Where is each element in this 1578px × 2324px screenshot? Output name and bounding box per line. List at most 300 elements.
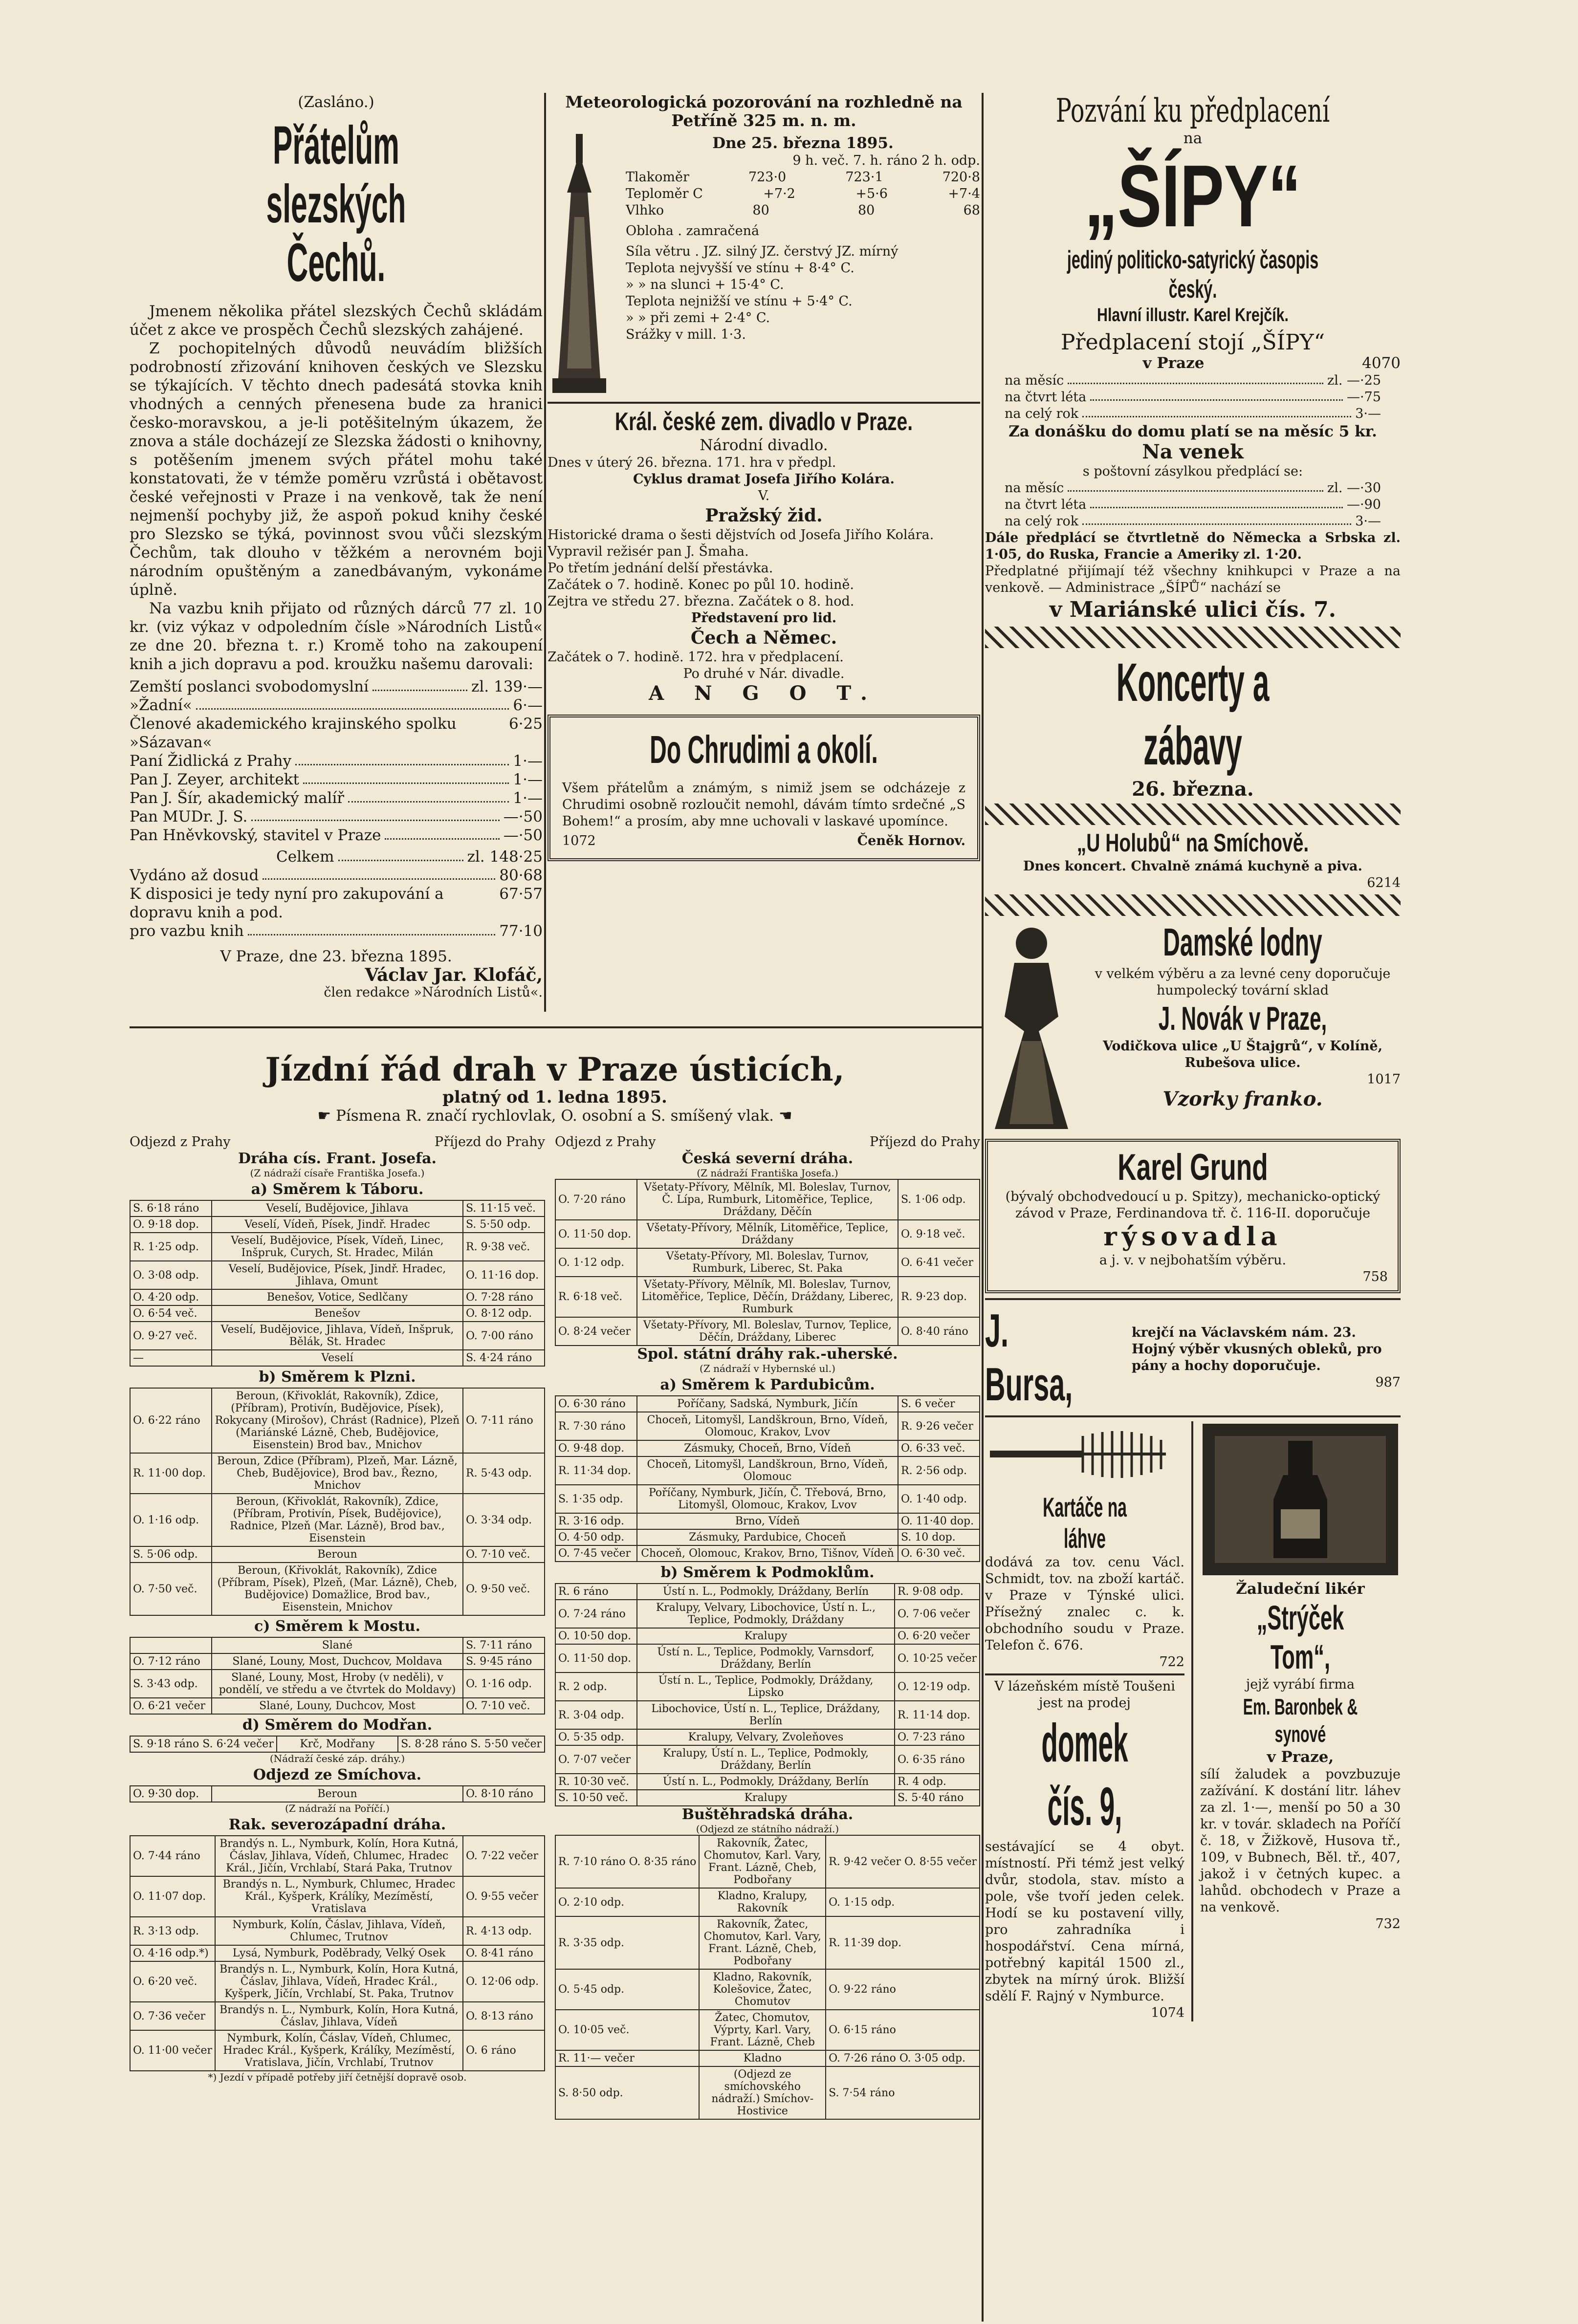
route-cell: Slané bbox=[212, 1637, 463, 1653]
column-divider bbox=[544, 93, 546, 1012]
ornament-border bbox=[985, 627, 1401, 648]
route-cell: Všetaty-Přívory, Mělník, Ml. Boleslav, Turnov, Č. Lípa, Rumburk, Litoměřice, Teplice, Dráždany, Děčín bbox=[637, 1179, 898, 1220]
route-cell: (Odjezd ze smíchovského nádraží.) Smíchov-Hostivice bbox=[699, 2066, 826, 2119]
arrive-cell: O. 11·16 dop. bbox=[463, 1261, 545, 1289]
arrive-cell: O. 7·22 večer bbox=[463, 1836, 545, 1876]
arrive-cell: O. 9·18 več. bbox=[898, 1220, 980, 1248]
route-cell: Choceň, Olomouc, Krakov, Brno, Tišnov, Vídeň bbox=[637, 1545, 898, 1562]
amount-row bbox=[1005, 389, 1381, 406]
amount-row bbox=[130, 807, 543, 826]
dot-leader bbox=[1090, 497, 1343, 508]
table-row bbox=[555, 1545, 980, 1562]
amount-value: 77·10 bbox=[499, 922, 543, 940]
route-cell: Lysá, Nymburk, Poděbrady, Velký Osek bbox=[215, 1945, 463, 1961]
depart-cell: O. 5·35 odp. bbox=[555, 1729, 637, 1745]
amount-row bbox=[1005, 513, 1381, 530]
meteo-line: » » při zemi + 2·4° C. bbox=[626, 310, 770, 326]
depart-cell: O. 7·12 ráno bbox=[130, 1653, 212, 1670]
sipy-intro: Pozvání ku předplacení bbox=[1055, 93, 1330, 130]
line-section: c) Směrem k Mostu. bbox=[254, 1618, 420, 1635]
theatre-line: Historické drama o šesti dějstvích od Josefa Jiřího Kolára. Vypravil režisér pan J. Šmaha. bbox=[548, 527, 934, 559]
depart-cell: R. 6·18 več. bbox=[555, 1277, 637, 1317]
amount-label: Pan J. Zeyer, architekt bbox=[130, 771, 299, 788]
column-divider bbox=[982, 93, 984, 2322]
arrive-cell: O. 7·00 ráno bbox=[463, 1322, 545, 1350]
lodny-title: Damské lodny bbox=[1163, 920, 1322, 964]
route-cell: Rakovník, Žatec, Chomutov, Karl. Vary, Frant. Lázně, Cheb, Podbořany bbox=[699, 1835, 826, 1888]
arrive-cell: R. 2·56 odp. bbox=[898, 1456, 980, 1485]
table-row bbox=[555, 1529, 980, 1545]
amount-row bbox=[130, 789, 543, 807]
amount-value: 1·— bbox=[513, 789, 543, 807]
dot-leader bbox=[385, 826, 499, 840]
theatre-line: Čech a Němec. bbox=[690, 628, 837, 648]
lodny-num: 1017 bbox=[1367, 1072, 1401, 1087]
amount-row bbox=[130, 696, 543, 715]
table-row bbox=[130, 1945, 545, 1961]
table-row bbox=[555, 2066, 980, 2119]
ornament-border bbox=[985, 804, 1401, 825]
route-cell: Beroun bbox=[212, 1786, 463, 1802]
route-cell: Choceň, Litomyšl, Landškroun, Brno, Vídeň, Olomouc, Krakov, Lvov bbox=[637, 1412, 898, 1440]
arrive-cell: O. 7·10 več. bbox=[463, 1546, 545, 1563]
timetable-block bbox=[130, 1388, 545, 1616]
sipy-post: s poštovní zásylkou předplácí se: bbox=[1082, 464, 1303, 479]
depart-cell: O. 6·21 večer bbox=[130, 1698, 212, 1714]
bursa-name: J. Bursa, bbox=[985, 1304, 1073, 1411]
sipy-prices2 bbox=[985, 480, 1401, 530]
route-cell: Kralupy bbox=[637, 1790, 895, 1806]
table-row bbox=[130, 1453, 545, 1494]
depart-cell: O. 7·24 ráno bbox=[555, 1600, 637, 1628]
sipy-num1: 4070 bbox=[1362, 354, 1401, 372]
timetable-legend: ☛ Písmena R. značí rychlovlak, O. osobní a S. smíšený vlak. ☚ bbox=[317, 1107, 792, 1125]
line-section: a) Směrem k Táboru. bbox=[251, 1181, 424, 1198]
amount-value: 6·— bbox=[513, 696, 543, 714]
chrudim-text: Všem přátelům a známým, s nimiž jsem se odcházeje z Chrudimi osobně rozloučit nemohl, dávám tímto srdečné „S Bohem!“ a prosím, aby mne uchovali v laskavé upomínce. bbox=[562, 781, 965, 829]
signature-role: člen redakce »Národních Listů«. bbox=[324, 985, 543, 1000]
bursa-ad bbox=[985, 1298, 1401, 1412]
table-row bbox=[130, 1350, 545, 1366]
amount-label: Paní Židlická z Prahy bbox=[130, 752, 292, 770]
article-tag: (Zasláno.) bbox=[298, 93, 374, 111]
arrive-cell: O. 10·25 večer bbox=[895, 1644, 980, 1672]
arrive-cell: O. 6 ráno bbox=[463, 2030, 545, 2071]
amount-row bbox=[130, 677, 543, 696]
route-cell: Beroun bbox=[212, 1546, 463, 1563]
table-row bbox=[130, 1876, 545, 1917]
spent-list bbox=[130, 866, 543, 940]
dot-leader bbox=[251, 807, 499, 821]
route-cell: Poříčany, Nymburk, Jičín, Č. Třebová, Brno, Litomyšl, Olomouc, Krakov, Lvov bbox=[637, 1485, 898, 1513]
table-row bbox=[555, 1396, 980, 1412]
amount-label: Pan Hněvkovský, stavitel v Praze bbox=[130, 826, 381, 844]
arrive-cell: O. 9·55 večer bbox=[463, 1876, 545, 1917]
route-cell: Kralupy, Velvary, Zvoleňoves bbox=[637, 1729, 895, 1745]
table-row bbox=[555, 1790, 980, 1806]
dot-leader bbox=[263, 866, 495, 880]
chrudim-title: Do Chrudimi a okolí. bbox=[650, 728, 878, 771]
amount-value: 1·— bbox=[513, 752, 543, 770]
lodny-name: J. Novák v Praze, bbox=[1158, 1000, 1327, 1037]
sipy-venkov: Na venek bbox=[1142, 440, 1244, 463]
article-headline: Přátelům slezských Čechů. bbox=[266, 115, 406, 293]
route-cell: Kladno, Rakovník, Kolešovice, Žatec, Chomutov bbox=[699, 1969, 826, 2010]
table-row bbox=[555, 1456, 980, 1485]
amount-label: Pan J. Šír, akademický malíř bbox=[130, 789, 345, 807]
amount-label: Členové akademického krajinského spolku »Sázavan« bbox=[130, 715, 457, 751]
arrive-cell: R. 9·42 večer O. 8·55 večer bbox=[826, 1835, 980, 1888]
depart-cell: O. 6·20 več. bbox=[130, 1961, 215, 2002]
amount-value: 1·— bbox=[513, 771, 543, 788]
depart-cell: O. 10·50 dop. bbox=[555, 1628, 637, 1644]
sipy-sub: jediný politicko-satyrický časopis český. bbox=[1067, 246, 1319, 304]
dot-leader bbox=[1082, 513, 1351, 525]
line-title: Buštěhradská dráha. bbox=[681, 1806, 854, 1823]
depart-cell: O. 10·05 več. bbox=[555, 2010, 699, 2050]
route-cell: Libochovice, Ústí n. L., Teplice, Dráždany, Berlín bbox=[637, 1701, 895, 1729]
arrive-cell: O. 6·15 ráno bbox=[826, 2010, 980, 2050]
depart-cell: R. 3·13 odp. bbox=[130, 1917, 215, 1945]
dot-leader bbox=[373, 677, 467, 691]
depart-cell: O. 2·10 odp. bbox=[555, 1888, 699, 1916]
theatre-line: Dnes v úterý 26. března. 171. hra v předpl. bbox=[548, 455, 836, 470]
table-row bbox=[555, 1729, 980, 1745]
grund-title: Karel Grund bbox=[1118, 1147, 1268, 1188]
arrive-cell: O. 9·22 ráno bbox=[826, 1969, 980, 2010]
bursa-text: krejčí na Václavském nám. 23. Hojný výběr vkusných obleků, pro pány a hochy doporučuje. bbox=[1132, 1325, 1382, 1373]
liker-num: 732 bbox=[1375, 1916, 1401, 1932]
table-row bbox=[555, 1317, 980, 1346]
sipy-vpraze: v Praze bbox=[1142, 354, 1205, 372]
amount-label: na měsíc bbox=[1005, 480, 1064, 496]
domek-text: sestávající se 4 obyt. místností. Při témž jest velký dvůr, stodola, stav. místo a pole, vše tvoří jeden celek. Hodí se ku postavení villy, pro zahradníka i hospodářství. Cena mírná, potřebný kapitál 1500 zl., zbytek na mírný úrok. Bližší sdělí F. Rajný v Nymburce. bbox=[985, 1839, 1184, 2004]
table-row bbox=[555, 1672, 980, 1701]
line-sub: (Z nádraží Františka Josefa.) bbox=[697, 1167, 838, 1179]
arrive-cell: S. 7·54 ráno bbox=[826, 2066, 980, 2119]
depart-cell: R. 7·10 ráno O. 8·35 ráno bbox=[555, 1835, 699, 1888]
depart-cell: O. 7·36 večer bbox=[130, 2002, 215, 2030]
amount-label: Pan MUDr. J. S. bbox=[130, 808, 248, 825]
lodny-addr: Vodičkova ulice „U Štajgrů“, v Kolíně, Rubešova ulice. bbox=[1103, 1039, 1382, 1070]
table-row bbox=[130, 1546, 545, 1563]
depart-cell: R. 1·25 odp. bbox=[130, 1233, 212, 1261]
amount-value: 3·— bbox=[1355, 514, 1381, 529]
table-row bbox=[130, 1736, 545, 1752]
arrive-cell: O. 1·16 odp. bbox=[463, 1670, 545, 1698]
amount-value: 67·57 bbox=[499, 885, 543, 903]
route-cell: Brno, Vídeň bbox=[637, 1513, 898, 1529]
domek-intro: V lázeňském místě Toušeni jest na prodej bbox=[994, 1679, 1175, 1711]
depart-cell: R. 3·35 odp. bbox=[555, 1916, 699, 1969]
signature: Václav Jar. Klofáč, bbox=[365, 965, 543, 985]
arrive-cell: S. 7·11 ráno bbox=[463, 1637, 545, 1653]
amount-label: »Žadní« bbox=[130, 696, 192, 714]
timetable-left bbox=[130, 1134, 545, 2083]
meteo-cell: +7·4 bbox=[948, 186, 980, 201]
arrive-cell: O. 6·41 večer bbox=[898, 1248, 980, 1277]
dot-leader bbox=[1082, 406, 1351, 417]
meteo-cell: +7·2 bbox=[763, 186, 795, 201]
route-cell: Brandýs n. L., Nymburk, Kolín, Hora Kutná, Čáslav, Jihlava, Vídeň, Hradec Král., Kyšperk, Jičín, Vrchlabí, St. Paka, Trutnov bbox=[215, 1961, 463, 2002]
amount-label: na celý rok bbox=[1005, 514, 1079, 529]
route-cell: Beroun, (Křivoklát, Rakovník), Zdice, (Příbram, Protivín, Písek, Budějovice), Radnice, Plzeň (Mar. Lázně), Brod bav., Eisenstein bbox=[212, 1494, 463, 1546]
depart-cell: R. 11·— večer bbox=[555, 2050, 699, 2066]
theatre-line: Začátek o 7. hodině. Konec po půl 10. hodině. bbox=[548, 577, 854, 592]
depart-cell: O. 4·20 odp. bbox=[130, 1289, 212, 1305]
amount-label: na čtvrt léta bbox=[1005, 390, 1087, 405]
arrive-cell: O. 8·13 ráno bbox=[463, 2002, 545, 2030]
depart-cell: S. 9·18 ráno S. 6·24 večer bbox=[130, 1736, 277, 1752]
table-row bbox=[555, 2010, 980, 2050]
petrin-tower-icon bbox=[548, 134, 611, 398]
route-cell: Nymburk, Kolín, Čáslav, Jihlava, Vídeň, Chlumec, Trutnov bbox=[215, 1917, 463, 1945]
route-cell: Veselí, Budějovice, Jihlava, Vídeň, Inšpruk, Bělák, St. Hradec bbox=[212, 1322, 463, 1350]
grund-ad bbox=[985, 1139, 1401, 1293]
depart-cell: O. 5·45 odp. bbox=[555, 1969, 699, 2010]
depart-cell: S. 6·18 ráno bbox=[130, 1200, 212, 1216]
table-row bbox=[555, 1916, 980, 1969]
line-section: b) Směrem k Plzni. bbox=[259, 1368, 416, 1386]
koncerty-title: Koncerty a zábavy bbox=[1116, 652, 1270, 776]
sipy-address: v Mariánské ulici čís. 7. bbox=[1049, 597, 1337, 622]
amount-value: 6·25 bbox=[508, 715, 543, 733]
brush-icon bbox=[985, 1421, 1176, 1490]
arrive-cell: S. 6 večer bbox=[898, 1396, 980, 1412]
line-section: d) Směrem do Modřan. bbox=[242, 1716, 433, 1734]
table-row bbox=[555, 1774, 980, 1790]
depart-cell: O. 6·30 ráno bbox=[555, 1396, 637, 1412]
route-cell: Brandýs n. L., Nymburk, Kolín, Hora Kutná, Čáslav, Jihlava, Vídeň bbox=[215, 2002, 463, 2030]
route-cell: Brandýs n. L., Nymburk, Kolín, Hora Kutná, Čáslav, Jihlava, Vídeň, Chlumec, Hradec Král., Jičín, Vrchlabí, Stará Paka, Trutnov bbox=[215, 1836, 463, 1876]
meteo-title: Meteorologická pozorování na rozhledně na Petříně 325 m. n. m. bbox=[565, 93, 963, 130]
kartace-num: 722 bbox=[1159, 1654, 1184, 1670]
timetable-block bbox=[130, 1637, 545, 1715]
amount-value: 3·— bbox=[1355, 406, 1381, 421]
dot-leader bbox=[248, 922, 495, 935]
table-row bbox=[555, 1485, 980, 1513]
table-row bbox=[130, 1261, 545, 1289]
meteo-cell: Vlhko bbox=[626, 203, 664, 218]
timetable-block bbox=[130, 1835, 545, 2071]
depart-cell: R. 11·00 dop. bbox=[130, 1453, 212, 1494]
depart-cell: O. 9·48 dop. bbox=[555, 1440, 637, 1456]
grund-num: 758 bbox=[1362, 1269, 1388, 1284]
amount-label: pro vazbu knih bbox=[130, 922, 244, 940]
table-row bbox=[555, 1584, 980, 1600]
arrive-cell: O. 7·10 več. bbox=[463, 1698, 545, 1714]
route-cell: Žatec, Chomutov, Výprty, Karl. Vary, Frant. Lázně, Cheb bbox=[699, 2010, 826, 2050]
arrive-cell: R. 11·39 dop. bbox=[826, 1916, 980, 1969]
arrive-cell: O. 12·06 odp. bbox=[463, 1961, 545, 2002]
meteo-header: 9 h. več. 7. h. ráno 2 h. odp. bbox=[792, 153, 980, 168]
amount-label: K disposici je tedy nyní pro zakupování a dopravu knih a pod. bbox=[130, 885, 444, 921]
meteo-line: » » na slunci + 15·4° C. bbox=[626, 277, 784, 292]
timetable-header bbox=[555, 1134, 980, 1151]
arrive-cell: O. 8·12 odp. bbox=[463, 1305, 545, 1322]
depart-cell: O. 4·50 odp. bbox=[555, 1529, 637, 1545]
line-title: Spol. státní dráhy rak.-uherské. bbox=[637, 1346, 898, 1363]
timetable-block bbox=[130, 1200, 545, 1367]
table-row bbox=[130, 2002, 545, 2030]
amount-row bbox=[130, 885, 543, 922]
meteo-cell: 723·0 bbox=[748, 170, 787, 185]
amount-label: Vydáno až dosud bbox=[130, 867, 259, 884]
table-row bbox=[555, 1969, 980, 2010]
arrive-cell: S. 4·24 ráno bbox=[463, 1350, 545, 1366]
grund-foot: a j. v. v nejbohatším výběru. bbox=[1099, 1253, 1287, 1268]
table-row bbox=[555, 1220, 980, 1248]
meteo-cell: 80 bbox=[858, 203, 875, 218]
table-row bbox=[130, 1494, 545, 1546]
arrive-cell: O. 1·15 odp. bbox=[826, 1888, 980, 1916]
table-row bbox=[130, 1698, 545, 1714]
depart-cell: S. 5·06 odp. bbox=[130, 1546, 212, 1563]
chrudim-num: 1072 bbox=[562, 833, 596, 848]
line-sub: (Z nádraží v Hybernské ul.) bbox=[700, 1363, 835, 1374]
table-row bbox=[555, 1600, 980, 1628]
depart-cell: R. 7·30 ráno bbox=[555, 1412, 637, 1440]
amount-row bbox=[130, 826, 543, 845]
arrive-cell: O. 1·40 odp. bbox=[898, 1485, 980, 1513]
depart-cell: R. 6 ráno bbox=[555, 1584, 637, 1600]
line-title: Česká severní dráha. bbox=[681, 1150, 854, 1167]
depart-cell: O. 9·27 več. bbox=[130, 1322, 212, 1350]
route-cell: Rakovník, Žatec, Chomutov, Karl. Vary, Frant. Lázně, Cheb, Podbořany bbox=[699, 1916, 826, 1969]
amount-label: na celý rok bbox=[1005, 406, 1079, 421]
table-row bbox=[130, 1670, 545, 1698]
arrive-cell: O. 9·50 več. bbox=[463, 1563, 545, 1615]
route-cell: Veselí, Budějovice, Jihlava bbox=[212, 1200, 463, 1216]
line-sub: (Z nádraží na Poříčí.) bbox=[285, 1803, 390, 1814]
depart-cell: — bbox=[130, 1350, 212, 1366]
sipy-illustr: Hlavní illustr. Karel Krejčík. bbox=[1097, 305, 1289, 326]
route-cell: Beroun, (Křivoklát, Rakovník), Zdice (Příbram, Písek), Plzeň, (Mar. Lázně), Cheb, Budějovice) Domažlice, Brod bav., Eisenstein, Mnichov bbox=[212, 1563, 463, 1615]
timetable-valid: platný od 1. ledna 1895. bbox=[442, 1087, 667, 1107]
header-depart: Odjezd z Prahy bbox=[555, 1134, 656, 1150]
arrive-cell: S. 1·06 odp. bbox=[898, 1179, 980, 1220]
route-cell: Nymburk, Kolín, Čáslav, Vídeň, Chlumec, Hradec Král., Kyšperk, Králíky, Mezíměstí, Vratislava, Jičín, Vrchlabí, Trutnov bbox=[215, 2030, 463, 2071]
route-cell: Slané, Louny, Most, Hroby (v neděli), v pondělí, ve středu a ve čtvrtek do Moldavy) bbox=[212, 1670, 463, 1698]
table-row bbox=[130, 1322, 545, 1350]
route-cell: Slané, Louny, Most, Duchcov, Moldava bbox=[212, 1653, 463, 1670]
ornament-border bbox=[985, 894, 1401, 916]
route-cell: Veselí, Budějovice, Písek, Vídeň, Linec, Inšpruk, Curych, St. Hradec, Milán bbox=[212, 1233, 463, 1261]
table-row bbox=[130, 1233, 545, 1261]
amount-value: —·75 bbox=[1347, 390, 1381, 405]
arrive-cell: O. 8·41 ráno bbox=[463, 1945, 545, 1961]
arrive-cell: S. 11·15 več. bbox=[463, 1200, 545, 1216]
table-row bbox=[130, 2030, 545, 2071]
route-cell: Krč, Modřany bbox=[277, 1736, 398, 1752]
theatre-sub: Národní divadlo. bbox=[700, 436, 828, 454]
donor-total: Celkem zl. 148·25 bbox=[276, 848, 543, 866]
depart-cell: O. 7·20 ráno bbox=[555, 1179, 637, 1220]
meteo-row bbox=[626, 186, 980, 202]
holub-text: Dnes koncert. Chvalně známá kuchyně a piva. bbox=[1023, 859, 1362, 874]
arrive-cell: O. 7·26 ráno O. 3·05 odp. bbox=[826, 2050, 980, 2066]
amount-row bbox=[130, 770, 543, 789]
line-section: Odjezd ze Smíchova. bbox=[253, 1766, 422, 1783]
route-cell: Benešov, Votice, Sedlčany bbox=[212, 1289, 463, 1305]
meteo-table bbox=[626, 169, 980, 219]
depart-cell: O. 9·18 dop. bbox=[130, 1216, 212, 1233]
dot-leader bbox=[303, 770, 509, 784]
dot-leader bbox=[1090, 389, 1343, 401]
amount-value: 80·68 bbox=[499, 867, 543, 884]
amount-row bbox=[1005, 480, 1381, 497]
route-cell: Kralupy, Ústí n. L., Teplice, Podmokly, Dráždany, Berlín bbox=[637, 1745, 895, 1774]
route-cell: Veselí, Budějovice, Písek, Jindř. Hradec, Jihlava, Omunt bbox=[212, 1261, 463, 1289]
depart-cell: O. 4·16 odp.*) bbox=[130, 1945, 215, 1961]
amount-value: zl. 139·— bbox=[471, 678, 543, 695]
route-cell: Kladno bbox=[699, 2050, 826, 2066]
depart-cell: R. 11·34 dop. bbox=[555, 1456, 637, 1485]
grund-word: rýsovadla bbox=[1103, 1222, 1282, 1252]
column-klofac bbox=[130, 93, 543, 1012]
amount-row bbox=[1005, 406, 1381, 422]
lodny-text: v velkém výběru a za levné ceny doporučuje humpolecký tovární sklad bbox=[1095, 966, 1391, 998]
meteo-line: Teplota nejnižší ve stínu + 5·4° C. bbox=[626, 294, 853, 309]
table-row bbox=[130, 1961, 545, 2002]
depart-cell: O. 11·50 dop. bbox=[555, 1220, 637, 1248]
timetable-block bbox=[555, 1395, 980, 1562]
depart-cell: O. 6·54 več. bbox=[130, 1305, 212, 1322]
arrive-cell: O. 12·19 odp. bbox=[895, 1672, 980, 1701]
meteo-sky: Obloha . zamračená bbox=[626, 223, 760, 239]
line-section: b) Směrem k Podmoklům. bbox=[660, 1564, 875, 1581]
line-sub: (Odjezd ze státního nádraží.) bbox=[696, 1823, 839, 1835]
arrive-cell: R. 5·43 odp. bbox=[463, 1453, 545, 1494]
depart-cell: O. 7·44 ráno bbox=[130, 1836, 215, 1876]
amount-value: —·50 bbox=[503, 826, 543, 844]
table-row bbox=[555, 1628, 980, 1644]
column-middle bbox=[548, 93, 980, 1012]
table-row bbox=[130, 1637, 545, 1653]
route-cell: Benešov bbox=[212, 1305, 463, 1322]
theatre-line: Cyklus dramat Josefa Jiřího Kolára. bbox=[633, 472, 895, 487]
railway-timetable bbox=[130, 1051, 980, 2322]
meteo-extra bbox=[626, 260, 980, 343]
route-cell: Kralupy bbox=[637, 1628, 895, 1644]
line-title: Dráha cís. Frant. Josefa. bbox=[238, 1150, 437, 1167]
meteo-cell: 80 bbox=[752, 203, 769, 218]
paragraph: Jmenem několika přátel slezských Čechů skládám účet z akce ve prospěch Čechů slezských zahájené. bbox=[130, 303, 543, 339]
route-cell: Všetaty-Přívory, Ml. Boleslav, Turnov, Teplice, Děčín, Dráždany, Liberec bbox=[637, 1317, 898, 1346]
arrive-cell: O. 6·35 ráno bbox=[895, 1745, 980, 1774]
amount-row bbox=[130, 715, 543, 752]
depart-cell bbox=[130, 1637, 212, 1653]
sipy-delivery: Za donášku do domu platí se na měsíc 5 kr. bbox=[1008, 423, 1377, 440]
arrive-cell: S. 5·40 ráno bbox=[895, 1790, 980, 1806]
table-row bbox=[555, 1248, 980, 1277]
depart-cell: S. 8·50 odp. bbox=[555, 2066, 699, 2119]
theatre-line: Po třetím jednání delší přestávka. bbox=[548, 561, 773, 576]
route-cell: Veselí, Vídeň, Písek, Jindř. Hradec bbox=[212, 1216, 463, 1233]
amount-value: zl. —·30 bbox=[1327, 480, 1381, 496]
arrive-cell: R. 9·08 odp. bbox=[895, 1584, 980, 1600]
amount-label: Zemští poslanci svobodomyslní bbox=[130, 678, 369, 695]
meteo-cell: +5·6 bbox=[855, 186, 888, 201]
arrive-cell: O. 7·06 večer bbox=[895, 1600, 980, 1628]
timetable-header bbox=[130, 1134, 545, 1151]
timetable-right bbox=[555, 1134, 980, 2120]
amount-row bbox=[1005, 372, 1381, 389]
arrive-cell: R. 4·13 odp. bbox=[463, 1917, 545, 1945]
table-row bbox=[130, 1563, 545, 1615]
arrive-cell: O. 7·23 ráno bbox=[895, 1729, 980, 1745]
amount-row bbox=[130, 922, 543, 940]
